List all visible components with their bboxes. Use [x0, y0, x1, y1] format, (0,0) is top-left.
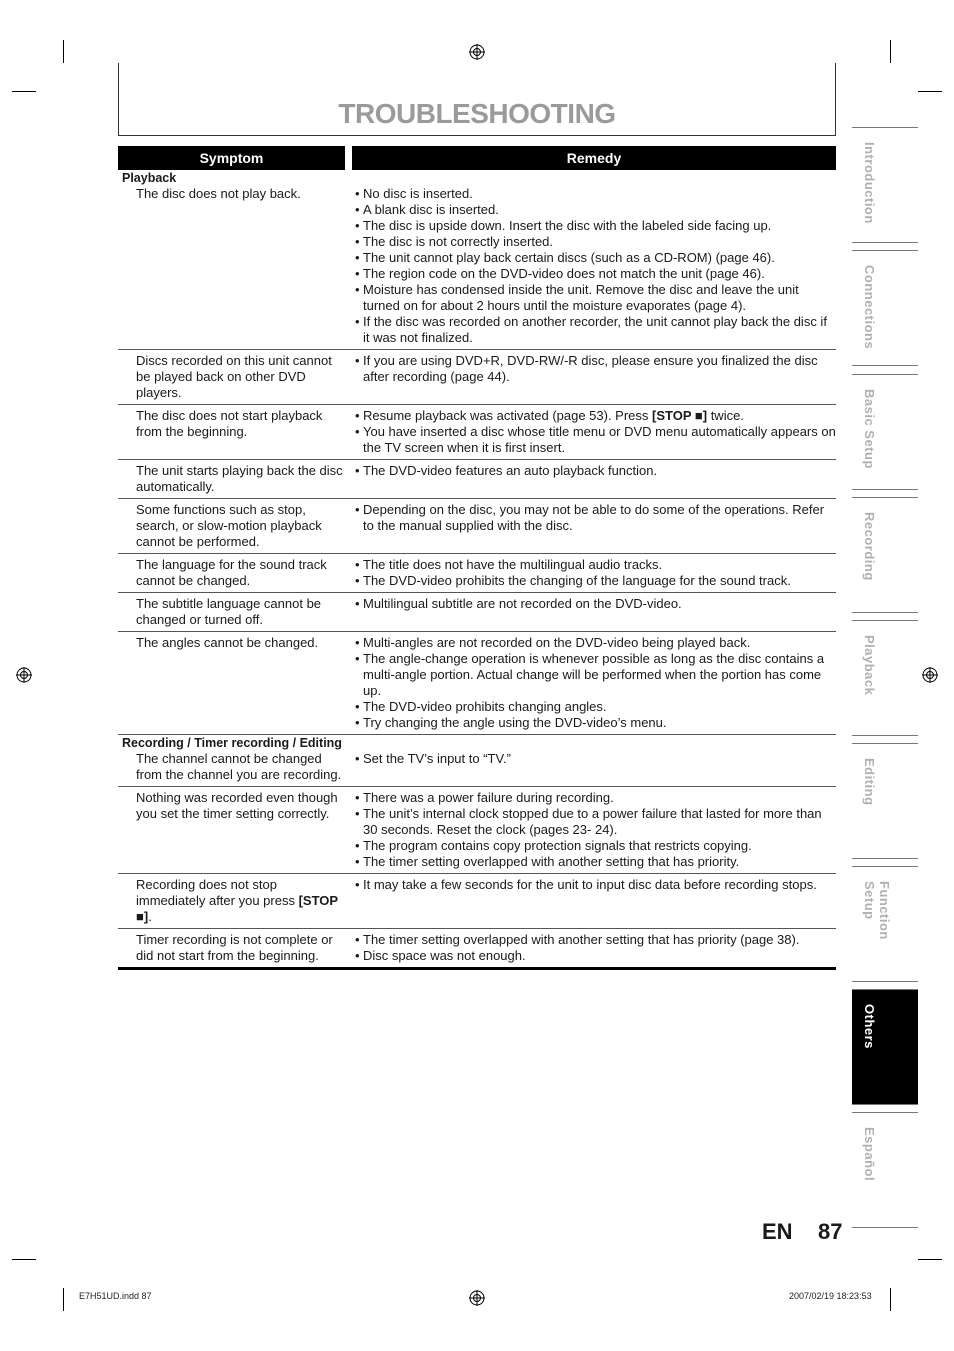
side-tab-label: Introduction: [862, 142, 877, 224]
table-row: [118, 499, 836, 554]
remedy-item: • Resume playback was activated (page 53). Press [STOP ■] twice.: [353, 408, 836, 424]
side-tab-label: Others: [862, 1004, 877, 1049]
remedy-item: • You have inserted a disc whose title menu or DVD menu automatically appears on the TV screen when it is first insert.: [353, 424, 836, 456]
side-tab-label: Basic Setup: [862, 389, 877, 469]
symptom-text: The unit starts playing back the disc automatically.: [136, 463, 343, 494]
troubleshooting-table: [118, 170, 836, 970]
crop-mark: [12, 91, 36, 92]
remedy-item: • Try changing the angle using the DVD-video’s menu.: [353, 715, 836, 731]
side-tab-function-setup[interactable]: [852, 866, 918, 982]
side-tab-basic-setup[interactable]: [852, 374, 918, 490]
remedy-item: • Disc space was not enough.: [353, 948, 836, 964]
side-tab-label: Connections: [862, 265, 877, 350]
remedy-item: • The timer setting overlapped with another setting that has priority.: [353, 854, 836, 870]
remedy-item: • The program contains copy protection signals that restricts copying.: [353, 838, 836, 854]
table-row: [118, 787, 836, 874]
remedy-item: • No disc is inserted.: [353, 186, 836, 202]
remedy-cell: [118, 596, 836, 628]
table-row: [118, 405, 836, 460]
registration-mark-icon: [469, 1290, 485, 1306]
symptom-text: The disc does not start playback from the beginning.: [136, 408, 323, 439]
table-row: [118, 632, 836, 735]
remedy-item: • The disc is not correctly inserted.: [353, 234, 836, 250]
registration-mark-icon: [469, 44, 485, 60]
crop-mark: [63, 1288, 64, 1311]
remedy-item: • The title does not have the multilingual audio tracks.: [353, 557, 836, 573]
table-row: [118, 460, 836, 499]
table-row: [118, 350, 836, 405]
remedy-cell: [118, 932, 836, 964]
section-title: Playback: [122, 171, 177, 185]
registration-mark-icon: [16, 667, 32, 683]
remedy-item: • The unit cannot play back certain discs (such as a CD-ROM) (page 46).: [353, 250, 836, 266]
remedy-item: • The DVD-video prohibits the changing of the language for the sound track.: [353, 573, 836, 589]
table-row: [118, 186, 836, 350]
stop-key-label: [STOP ■]: [136, 893, 338, 924]
remedy-cell: [118, 635, 836, 731]
remedy-item: • The disc is upside down. Insert the disc with the labeled side facing up.: [353, 218, 836, 234]
side-tab-recording[interactable]: [852, 497, 918, 613]
table-row: [118, 874, 836, 929]
language-code: EN: [762, 1219, 793, 1244]
registration-mark-icon: [922, 667, 938, 683]
side-tab-editing[interactable]: [852, 743, 918, 859]
remedy-item: • Multilingual subtitle are not recorded on the DVD-video.: [353, 596, 836, 612]
remedy-item: • There was a power failure during recording.: [353, 790, 836, 806]
remedy-item: • The angle-change operation is whenever possible as long as the disc contains a multi-angle portion. Actual change will be performed when the portion has come up.: [353, 651, 836, 699]
remedy-item: • If the disc was recorded on another recorder, the unit cannot play back the disc if it was not finalized.: [353, 314, 836, 346]
remedy-item: • It may take a few seconds for the unit to input disc data before recording stops.: [353, 877, 836, 893]
table-row: [118, 554, 836, 593]
table-row: [118, 751, 836, 787]
symptom-text: Some functions such as stop, search, or slow-motion playback cannot be performed.: [136, 502, 322, 549]
remedy-item: • A blank disc is inserted.: [353, 202, 836, 218]
side-tab-others[interactable]: [852, 989, 918, 1105]
side-tab-label: Function Setup: [862, 881, 892, 940]
remedy-item: • Set the TV’s input to “TV.”: [353, 751, 836, 767]
crop-mark: [918, 91, 942, 92]
remedy-item: • The unit’s internal clock stopped due to a power failure that lasted for more than 30 seconds. Reset the clock (pages 23- 24).: [353, 806, 836, 838]
remedy-item: • Depending on the disc, you may not be able to do some of the operations. Refer to the manual supplied with the disc.: [353, 502, 836, 534]
page-title: TROUBLESHOOTING: [338, 98, 616, 129]
remedy-cell: [118, 790, 836, 870]
section-title: Recording / Timer recording / Editing: [122, 736, 342, 750]
footer-file: E7H51UD.indd 87: [79, 1291, 152, 1301]
symptom-text: The channel cannot be changed from the channel you are recording.: [136, 751, 342, 782]
crop-mark: [890, 40, 891, 63]
remedy-item: • Multi-angles are not recorded on the DVD-video being played back.: [353, 635, 836, 651]
side-tab-playback[interactable]: [852, 620, 918, 736]
remedy-item: • The timer setting overlapped with another setting that has priority (page 38).: [353, 932, 836, 948]
symptom-text: Timer recording is not complete or did not start from the beginning.: [136, 932, 333, 963]
remedy-cell: [118, 751, 836, 783]
side-tab-connections[interactable]: [852, 250, 918, 366]
symptom-text: The angles cannot be changed.: [136, 635, 319, 650]
footer-timestamp: 2007/02/19 18:23:53: [789, 1291, 872, 1301]
side-tab-introduction[interactable]: [852, 127, 918, 243]
crop-mark: [12, 1259, 36, 1260]
symptom-text: Recording does not stop immediately after you press [STOP ■].: [136, 877, 338, 924]
page-number: 87: [818, 1219, 843, 1244]
remedy-cell: [118, 353, 836, 401]
stop-key-label: [STOP ■]: [652, 408, 708, 423]
remedy-item: • If you are using DVD+R, DVD-RW/-R disc, please ensure you finalized the disc after recording (page 44).: [353, 353, 836, 385]
symptom-header: Symptom: [118, 146, 345, 170]
symptom-text: The subtitle language cannot be changed or turned off.: [136, 596, 322, 627]
side-tab-espa-ol[interactable]: [852, 1112, 918, 1228]
remedy-cell: [118, 877, 836, 925]
side-tab-label: Español: [862, 1127, 877, 1182]
side-tab-label: Editing: [862, 758, 877, 806]
crop-mark: [918, 1259, 942, 1260]
table-row: [118, 929, 836, 970]
symptom-text: The disc does not play back.: [136, 186, 301, 201]
crop-mark: [63, 40, 64, 63]
symptom-text: Nothing was recorded even though you set the timer setting correctly.: [136, 790, 338, 821]
remedy-cell: [118, 463, 836, 495]
symptom-text: Discs recorded on this unit cannot be played back on other DVD players.: [136, 353, 332, 400]
remedy-cell: [118, 408, 836, 456]
remedy-cell: [118, 502, 836, 550]
symptom-text: The language for the sound track cannot be changed.: [136, 557, 327, 588]
table-row: [118, 593, 836, 632]
remedy-item: • The DVD-video prohibits changing angles.: [353, 699, 836, 715]
side-tab-label: Playback: [862, 635, 877, 696]
crop-mark: [890, 1288, 891, 1311]
remedy-item: • The DVD-video features an auto playback function.: [353, 463, 836, 479]
remedy-item: • The region code on the DVD-video does not match the unit (page 46).: [353, 266, 836, 282]
remedy-item: • Moisture has condensed inside the unit. Remove the disc and leave the unit turned on for about 2 hours until the moisture evaporates (page 4).: [353, 282, 836, 314]
remedy-cell: [118, 557, 836, 589]
side-tab-label: Recording: [862, 512, 877, 581]
remedy-cell: [118, 186, 836, 346]
remedy-header: Remedy: [352, 146, 836, 170]
